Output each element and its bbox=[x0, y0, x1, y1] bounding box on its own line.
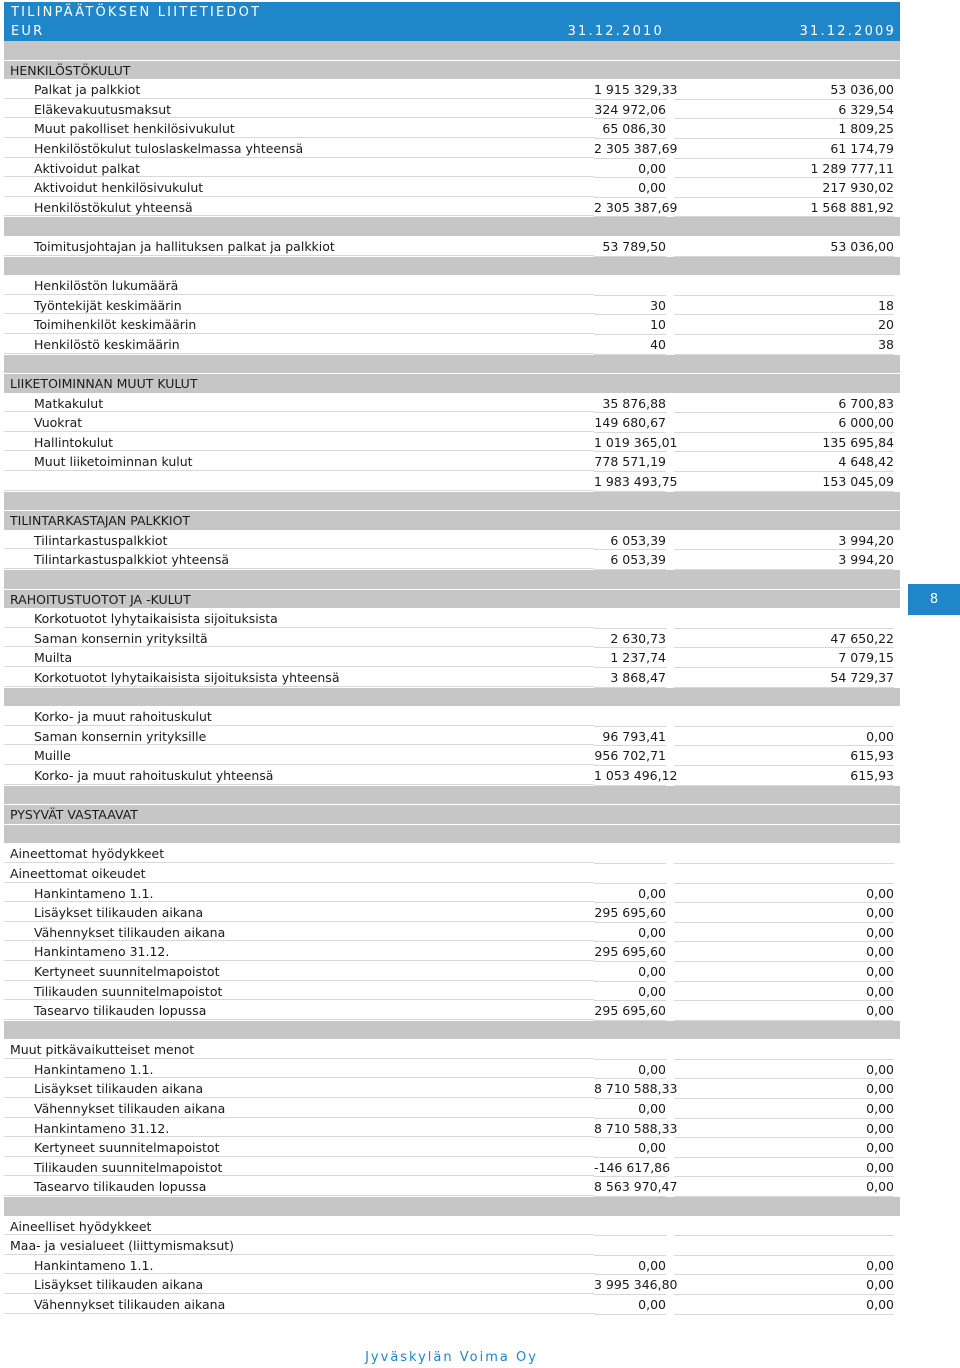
table-row bbox=[4, 1256, 900, 1276]
table-row bbox=[4, 884, 900, 904]
row-label bbox=[4, 472, 594, 491]
table-row bbox=[4, 550, 900, 570]
table-row bbox=[4, 746, 900, 766]
row-label: Lisäykset tilikauden aikana bbox=[4, 1079, 594, 1098]
separator-row bbox=[4, 355, 900, 375]
value-2009 bbox=[672, 257, 900, 276]
row-label bbox=[4, 825, 594, 844]
row-label bbox=[4, 355, 594, 374]
value-2009 bbox=[674, 707, 894, 727]
value-2010: 8 710 588,33 bbox=[594, 1079, 666, 1099]
value-2009: 0,00 bbox=[674, 884, 894, 904]
table-row bbox=[4, 100, 900, 120]
value-2010: 1 915 329,33 bbox=[594, 80, 666, 100]
table-row bbox=[4, 433, 900, 453]
value-2010 bbox=[594, 1236, 666, 1256]
table-row bbox=[4, 668, 900, 688]
value-2009: 0,00 bbox=[674, 727, 894, 747]
value-2010 bbox=[594, 257, 672, 276]
value-2009: 135 695,84 bbox=[674, 433, 894, 453]
value-2010 bbox=[594, 844, 666, 864]
row-label: Vähennykset tilikauden aikana bbox=[4, 1099, 594, 1118]
value-2009 bbox=[674, 1236, 894, 1256]
value-2010: 35 876,88 bbox=[594, 394, 666, 414]
value-2010: 0,00 bbox=[594, 982, 666, 1002]
value-2010 bbox=[594, 1197, 672, 1216]
row-label: Hankintameno 1.1. bbox=[4, 884, 594, 903]
value-2009: 0,00 bbox=[674, 1295, 894, 1315]
value-2010 bbox=[594, 276, 666, 296]
value-2010: 96 793,41 bbox=[594, 727, 666, 747]
row-label bbox=[4, 257, 594, 276]
value-2009: 0,00 bbox=[674, 1158, 894, 1178]
value-2009 bbox=[672, 590, 900, 609]
company-footer: Jyväskylän Voima Oy bbox=[365, 1350, 538, 1365]
value-2010 bbox=[594, 1040, 666, 1060]
value-2010 bbox=[594, 609, 666, 629]
value-2010: 0,00 bbox=[594, 1256, 666, 1276]
value-2010: 295 695,60 bbox=[594, 942, 666, 962]
row-label: Vähennykset tilikauden aikana bbox=[4, 1295, 594, 1314]
table-row bbox=[4, 1119, 900, 1139]
value-2010: 10 bbox=[594, 315, 666, 335]
value-2010: 0,00 bbox=[594, 178, 666, 198]
value-2009: 0,00 bbox=[674, 1099, 894, 1119]
value-2010: 6 053,39 bbox=[594, 531, 666, 551]
table-row bbox=[4, 864, 900, 884]
row-label: Tilintarkastuspalkkiot yhteensä bbox=[4, 550, 594, 569]
table-row bbox=[4, 119, 900, 139]
row-label: Muut liiketoiminnan kulut bbox=[4, 452, 594, 471]
table-row bbox=[4, 198, 900, 218]
row-label: Muut pitkävaikutteiset menot bbox=[4, 1040, 594, 1059]
row-label: Henkilöstö keskimäärin bbox=[4, 335, 594, 354]
value-2009 bbox=[672, 570, 900, 589]
value-2010 bbox=[594, 825, 672, 844]
table-row bbox=[4, 1138, 900, 1158]
value-2010 bbox=[594, 786, 672, 805]
value-2010: -146 617,86 bbox=[594, 1158, 666, 1178]
value-2010: 149 680,67 bbox=[594, 413, 666, 433]
value-2010: 295 695,60 bbox=[594, 1001, 666, 1021]
value-2009 bbox=[672, 511, 900, 530]
value-2010: 3 868,47 bbox=[594, 668, 666, 688]
value-2010 bbox=[594, 355, 672, 374]
row-label: Vuokrat bbox=[4, 413, 594, 432]
value-2010: 8 710 588,33 bbox=[594, 1119, 666, 1139]
value-2010: 2 305 387,69 bbox=[594, 139, 666, 159]
row-label bbox=[4, 786, 594, 805]
value-2009: 47 650,22 bbox=[674, 629, 894, 649]
value-2009: 0,00 bbox=[674, 1256, 894, 1276]
value-2009: 1 568 881,92 bbox=[674, 198, 894, 218]
value-2009 bbox=[672, 217, 900, 236]
table-row bbox=[4, 1079, 900, 1099]
row-label: Korko- ja muut rahoituskulut yhteensä bbox=[4, 766, 594, 785]
table-row bbox=[4, 942, 900, 962]
value-2009 bbox=[672, 805, 900, 824]
value-2010: 8 563 970,47 bbox=[594, 1177, 666, 1197]
value-2009: 0,00 bbox=[674, 1275, 894, 1295]
row-label: Tilikauden suunnitelmapoistot bbox=[4, 1158, 594, 1177]
separator-row bbox=[4, 492, 900, 512]
table-row bbox=[4, 766, 900, 786]
table-row bbox=[4, 1236, 900, 1256]
table-row bbox=[4, 648, 900, 668]
value-2009: 18 bbox=[674, 296, 894, 316]
value-2010: 1 019 365,01 bbox=[594, 433, 666, 453]
value-2010: 0,00 bbox=[594, 159, 666, 179]
value-2010: 30 bbox=[594, 296, 666, 316]
row-label: Tasearvo tilikauden lopussa bbox=[4, 1001, 594, 1020]
section-heading-row bbox=[4, 61, 900, 81]
value-2010 bbox=[594, 707, 666, 727]
table-row bbox=[4, 472, 900, 492]
value-2010 bbox=[594, 374, 672, 393]
row-label: Tasearvo tilikauden lopussa bbox=[4, 1177, 594, 1196]
value-2010 bbox=[594, 688, 672, 707]
separator-row bbox=[4, 1021, 900, 1041]
value-2010 bbox=[594, 570, 672, 589]
section-heading-row bbox=[4, 374, 900, 394]
page-number-tab: 8 bbox=[908, 584, 960, 615]
section-heading: LIIKETOIMINNAN MUUT KULUT bbox=[4, 374, 594, 393]
table-row bbox=[4, 844, 900, 864]
row-label: Lisäykset tilikauden aikana bbox=[4, 903, 594, 922]
value-2009: 217 930,02 bbox=[674, 178, 894, 198]
row-label: Aktivoidut henkilösivukulut bbox=[4, 178, 594, 197]
value-2010 bbox=[594, 864, 666, 884]
row-label: Korkotuotot lyhytaikaisista sijoituksista yhteensä bbox=[4, 668, 594, 687]
value-2009: 54 729,37 bbox=[674, 668, 894, 688]
table-row bbox=[4, 394, 900, 414]
table-row bbox=[4, 1158, 900, 1178]
value-2009 bbox=[674, 276, 894, 296]
table-row bbox=[4, 178, 900, 198]
table-row bbox=[4, 315, 900, 335]
value-2010: 6 053,39 bbox=[594, 550, 666, 570]
value-2010: 53 789,50 bbox=[594, 237, 666, 257]
value-2009 bbox=[672, 688, 900, 707]
value-2010: 0,00 bbox=[594, 1295, 666, 1315]
row-label: Korko- ja muut rahoituskulut bbox=[4, 707, 594, 726]
value-2009: 61 174,79 bbox=[674, 139, 894, 159]
row-label: Muilta bbox=[4, 648, 594, 667]
value-2009 bbox=[672, 1197, 900, 1216]
value-2010 bbox=[594, 1217, 666, 1237]
value-2009: 53 036,00 bbox=[674, 237, 894, 257]
value-2009 bbox=[674, 844, 894, 864]
section-heading-row bbox=[4, 805, 900, 825]
value-2009: 3 994,20 bbox=[674, 550, 894, 570]
separator-row bbox=[4, 825, 900, 845]
row-label bbox=[4, 570, 594, 589]
table-row bbox=[4, 727, 900, 747]
value-2009: 0,00 bbox=[674, 1138, 894, 1158]
table-row bbox=[4, 1060, 900, 1080]
row-label: Vähennykset tilikauden aikana bbox=[4, 923, 594, 942]
value-2010: 0,00 bbox=[594, 923, 666, 943]
value-2009: 0,00 bbox=[674, 923, 894, 943]
table-row bbox=[4, 531, 900, 551]
value-2009: 615,93 bbox=[674, 746, 894, 766]
table-row bbox=[4, 1040, 900, 1060]
value-2009: 0,00 bbox=[674, 1119, 894, 1139]
table-row bbox=[4, 982, 900, 1002]
row-label: Tilikauden suunnitelmapoistot bbox=[4, 982, 594, 1001]
table-row bbox=[4, 962, 900, 982]
table-row bbox=[4, 452, 900, 472]
section-heading: RAHOITUSTUOTOT JA -KULUT bbox=[4, 590, 594, 609]
value-2009: 4 648,42 bbox=[674, 452, 894, 472]
value-2009 bbox=[674, 609, 894, 629]
separator-row bbox=[4, 217, 900, 237]
row-label: Matkakulut bbox=[4, 394, 594, 413]
row-label: Muut pakolliset henkilösivukulut bbox=[4, 119, 594, 138]
value-2009 bbox=[674, 1040, 894, 1060]
value-2010 bbox=[594, 590, 672, 609]
row-label: Kertyneet suunnitelmapoistot bbox=[4, 1138, 594, 1157]
separator-row bbox=[4, 1197, 900, 1217]
value-2010: 0,00 bbox=[594, 1060, 666, 1080]
row-label: Korkotuotot lyhytaikaisista sijoituksista bbox=[4, 609, 594, 628]
value-2010: 1 237,74 bbox=[594, 648, 666, 668]
value-2009: 7 079,15 bbox=[674, 648, 894, 668]
value-2009 bbox=[672, 786, 900, 805]
value-2009 bbox=[672, 1021, 900, 1040]
value-2009: 0,00 bbox=[674, 942, 894, 962]
table-row bbox=[4, 237, 900, 257]
row-label bbox=[4, 1021, 594, 1040]
value-2009: 0,00 bbox=[674, 903, 894, 923]
table-row bbox=[4, 139, 900, 159]
table-row bbox=[4, 609, 900, 629]
value-2009: 3 994,20 bbox=[674, 531, 894, 551]
value-2009: 153 045,09 bbox=[674, 472, 894, 492]
value-2009: 615,93 bbox=[674, 766, 894, 786]
separator-row bbox=[4, 688, 900, 708]
value-2009: 0,00 bbox=[674, 1177, 894, 1197]
row-label: Saman konsernin yrityksiltä bbox=[4, 629, 594, 648]
row-label: Palkat ja palkkiot bbox=[4, 80, 594, 99]
row-label: Tilintarkastuspalkkiot bbox=[4, 531, 594, 550]
row-label bbox=[4, 688, 594, 707]
column-header-2010: 31.12.2010 bbox=[567, 24, 664, 39]
value-2010: 956 702,71 bbox=[594, 746, 666, 766]
row-label: Hankintameno 1.1. bbox=[4, 1256, 594, 1275]
value-2009 bbox=[672, 61, 900, 80]
row-label: Hankintameno 1.1. bbox=[4, 1060, 594, 1079]
report-title: TILINPÄÄTÖKSEN LIITETIEDOT bbox=[11, 5, 262, 20]
value-2010: 0,00 bbox=[594, 884, 666, 904]
table-row bbox=[4, 1275, 900, 1295]
value-2009: 6 700,83 bbox=[674, 394, 894, 414]
row-label: Eläkevakuutusmaksut bbox=[4, 100, 594, 119]
value-2010: 2 630,73 bbox=[594, 629, 666, 649]
section-heading: TILINTARKASTAJAN PALKKIOT bbox=[4, 511, 594, 530]
separator-row bbox=[4, 786, 900, 806]
value-2009: 38 bbox=[674, 335, 894, 355]
value-2009 bbox=[672, 374, 900, 393]
value-2009: 1 809,25 bbox=[674, 119, 894, 139]
table-row bbox=[4, 707, 900, 727]
value-2009: 0,00 bbox=[674, 1001, 894, 1021]
value-2009: 1 289 777,11 bbox=[674, 159, 894, 179]
column-header-2009: 31.12.2009 bbox=[799, 24, 896, 39]
value-2010 bbox=[594, 511, 672, 530]
section-heading-row bbox=[4, 590, 900, 610]
value-2010: 40 bbox=[594, 335, 666, 355]
separator-row bbox=[4, 570, 900, 590]
separator-row bbox=[4, 257, 900, 277]
table-row bbox=[4, 413, 900, 433]
value-2010: 0,00 bbox=[594, 962, 666, 982]
value-2009 bbox=[672, 355, 900, 374]
value-2010: 778 571,19 bbox=[594, 452, 666, 472]
table-row bbox=[4, 159, 900, 179]
value-2010: 1 983 493,75 bbox=[594, 472, 666, 492]
row-label: Hankintameno 31.12. bbox=[4, 942, 594, 961]
table-row bbox=[4, 923, 900, 943]
row-label: Aineettomat oikeudet bbox=[4, 864, 594, 883]
row-label: Henkilöstökulut tuloslaskelmassa yhteensä bbox=[4, 139, 594, 158]
row-label: Saman konsernin yrityksille bbox=[4, 727, 594, 746]
table-row bbox=[4, 335, 900, 355]
row-label bbox=[4, 492, 594, 511]
row-label: Toimitusjohtajan ja hallituksen palkat ja palkkiot bbox=[4, 237, 594, 256]
value-2010 bbox=[594, 61, 672, 80]
table-row bbox=[4, 80, 900, 100]
value-2010: 295 695,60 bbox=[594, 903, 666, 923]
value-2010 bbox=[594, 805, 672, 824]
value-2010 bbox=[594, 492, 672, 511]
table-row bbox=[4, 903, 900, 923]
table-row bbox=[4, 1177, 900, 1197]
section-heading-row bbox=[4, 511, 900, 531]
row-label: Aktivoidut palkat bbox=[4, 159, 594, 178]
value-2010: 1 053 496,12 bbox=[594, 766, 666, 786]
value-2009: 6 000,00 bbox=[674, 413, 894, 433]
value-2009: 53 036,00 bbox=[674, 80, 894, 100]
value-2009: 0,00 bbox=[674, 1079, 894, 1099]
value-2009 bbox=[672, 825, 900, 844]
section-heading: PYSYVÄT VASTAAVAT bbox=[4, 805, 594, 824]
value-2010: 0,00 bbox=[594, 1138, 666, 1158]
currency-label: EUR bbox=[11, 24, 45, 39]
table-row bbox=[4, 629, 900, 649]
row-label: Muille bbox=[4, 746, 594, 765]
section-heading: HENKILÖSTÖKULUT bbox=[4, 61, 594, 80]
row-label: Hankintameno 31.12. bbox=[4, 1119, 594, 1138]
value-2010 bbox=[594, 217, 672, 236]
row-label: Hallintokulut bbox=[4, 433, 594, 452]
value-2009: 0,00 bbox=[674, 982, 894, 1002]
value-2009: 20 bbox=[674, 315, 894, 335]
table-row bbox=[4, 1001, 900, 1021]
table-row bbox=[4, 1099, 900, 1119]
table-row bbox=[4, 1217, 900, 1237]
row-label: Aineettomat hyödykkeet bbox=[4, 844, 594, 863]
value-2009 bbox=[674, 864, 894, 884]
row-label: Henkilöstön lukumäärä bbox=[4, 276, 594, 295]
table-row bbox=[4, 1295, 900, 1315]
value-2010 bbox=[594, 41, 672, 60]
value-2010: 0,00 bbox=[594, 1099, 666, 1119]
value-2010: 324 972,06 bbox=[594, 100, 666, 120]
row-label: Lisäykset tilikauden aikana bbox=[4, 1275, 594, 1294]
row-label: Maa- ja vesialueet (liittymismaksut) bbox=[4, 1236, 594, 1255]
row-label bbox=[4, 1197, 594, 1216]
value-2010 bbox=[594, 1021, 672, 1040]
value-2009: 6 329,54 bbox=[674, 100, 894, 120]
value-2010: 3 995 346,80 bbox=[594, 1275, 666, 1295]
row-label bbox=[4, 217, 594, 236]
value-2009: 0,00 bbox=[674, 962, 894, 982]
row-label bbox=[4, 41, 594, 60]
value-2010: 65 086,30 bbox=[594, 119, 666, 139]
row-label: Henkilöstökulut yhteensä bbox=[4, 198, 594, 217]
row-label: Työntekijät keskimäärin bbox=[4, 296, 594, 315]
table-row bbox=[4, 296, 900, 316]
table-row bbox=[4, 276, 900, 296]
separator-row bbox=[4, 41, 900, 61]
value-2009: 0,00 bbox=[674, 1060, 894, 1080]
row-label: Aineelliset hyödykkeet bbox=[4, 1217, 594, 1236]
financial-table bbox=[4, 41, 900, 1315]
value-2009 bbox=[672, 492, 900, 511]
value-2009 bbox=[674, 1217, 894, 1237]
value-2010: 2 305 387,69 bbox=[594, 198, 666, 218]
report-header bbox=[4, 2, 900, 41]
row-label: Kertyneet suunnitelmapoistot bbox=[4, 962, 594, 981]
value-2009 bbox=[672, 41, 900, 60]
row-label: Toimihenkilöt keskimäärin bbox=[4, 315, 594, 334]
